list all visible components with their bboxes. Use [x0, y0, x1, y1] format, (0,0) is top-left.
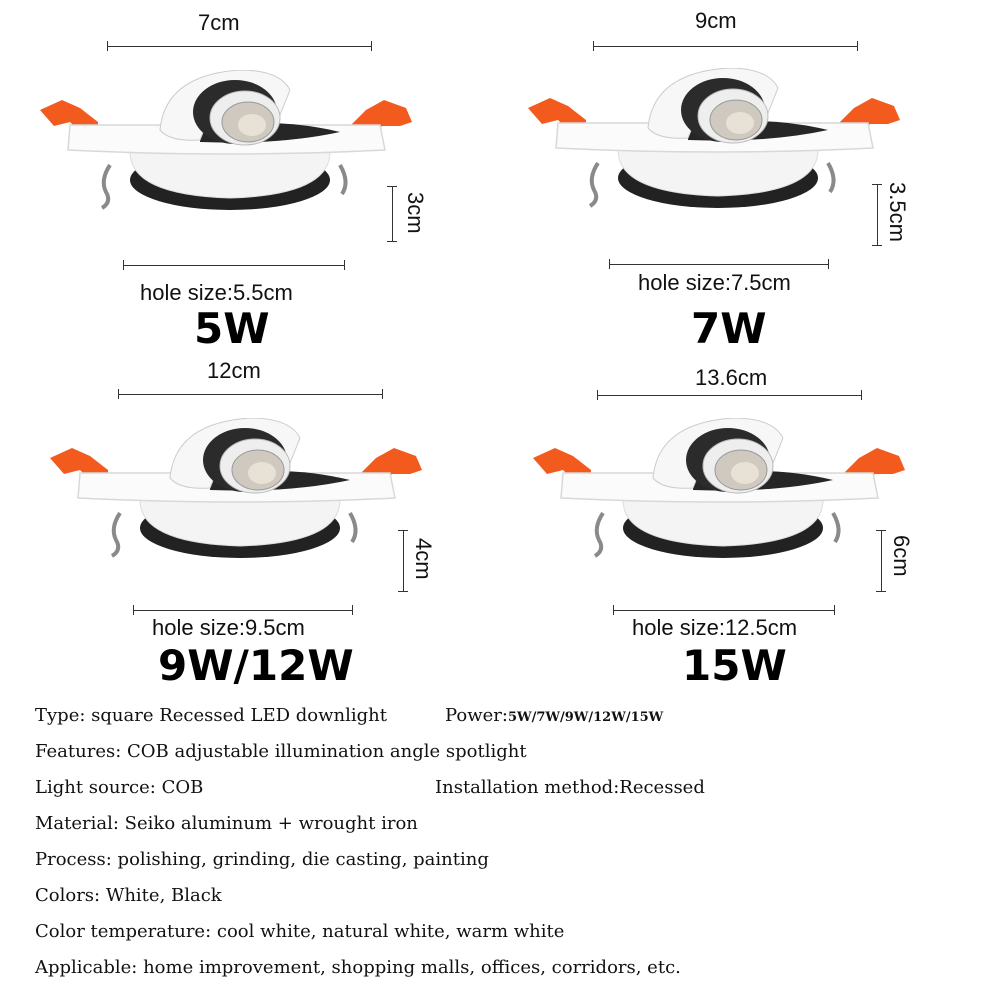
hole-dimension-line	[133, 610, 353, 611]
spec-installation: Installation method:Recessed	[435, 777, 705, 798]
spec-light-source: Light source: COB	[35, 777, 204, 798]
hole-size-label: hole size:9.5cm	[152, 615, 305, 640]
cob-chip	[731, 462, 759, 484]
height-dimension-line	[877, 184, 878, 246]
spring-right	[340, 165, 346, 194]
spec-power	[445, 705, 663, 726]
panel-5w	[0, 0, 500, 353]
spring-left	[112, 513, 120, 556]
spring-right	[833, 513, 839, 542]
spec-power-value: 5W/7W/9W/12W/15W	[507, 710, 664, 725]
spring-left	[595, 513, 603, 556]
height-label: 6cm	[889, 535, 914, 577]
spring-left	[102, 165, 110, 208]
spec-color-temperature: Color temperature: cool white, natural white, warm white	[35, 921, 565, 942]
spring-left	[590, 163, 598, 206]
hole-size-label: hole size:5.5cm	[140, 280, 293, 305]
height-dimension-line	[403, 530, 404, 592]
wattage-label: 15W	[682, 641, 787, 690]
product-image	[533, 418, 913, 582]
hole-dimension-line	[123, 265, 345, 266]
downlight-illustration	[528, 68, 908, 228]
spec-material: Material: Seiko aluminum + wrought iron	[35, 813, 418, 834]
width-label: 9cm	[695, 8, 737, 33]
width-dimension-line	[593, 46, 858, 47]
panel-15w	[500, 350, 1000, 695]
product-image	[50, 418, 430, 582]
spring-right	[350, 513, 356, 542]
height-label: 3cm	[403, 192, 428, 234]
cob-chip	[726, 112, 754, 134]
spec-applicable: Applicable: home improvement, shopping malls, offices, corridors, etc.	[35, 957, 681, 978]
hole-size-label: hole size:12.5cm	[632, 615, 798, 640]
wattage-label: 5W	[194, 304, 270, 353]
spec-type: Type: square Recessed LED downlight	[35, 705, 387, 726]
spec-colors: Colors: White, Black	[35, 885, 222, 906]
width-dimension-line	[107, 46, 372, 47]
width-label: 13.6cm	[695, 365, 768, 390]
width-dimension-line	[118, 394, 383, 395]
height-label: 4cm	[411, 538, 436, 580]
hole-dimension-line	[609, 264, 829, 265]
spec-process: Process: polishing, grinding, die casting, painting	[35, 849, 489, 870]
product-image	[528, 68, 908, 232]
product-image	[40, 70, 420, 234]
wattage-label: 7W	[691, 304, 767, 353]
panel-7w	[500, 0, 1000, 353]
height-dimension-line	[392, 186, 393, 242]
width-label: 7cm	[198, 10, 240, 35]
spring-right	[828, 163, 834, 192]
downlight-illustration	[50, 418, 430, 578]
panel-9w-12w	[0, 350, 500, 695]
width-label: 12cm	[207, 358, 261, 383]
cob-chip	[238, 114, 266, 136]
wattage-label: 9W/12W	[158, 641, 354, 690]
cob-chip	[248, 462, 276, 484]
hole-dimension-line	[613, 610, 835, 611]
downlight-illustration	[40, 70, 420, 230]
spec-features: Features: COB adjustable illumination angle spotlight	[35, 741, 527, 762]
height-label: 3.5cm	[885, 182, 910, 242]
spec-power-label: Power:	[445, 705, 508, 726]
height-dimension-line	[881, 530, 882, 592]
width-dimension-line	[597, 395, 862, 396]
downlight-illustration	[533, 418, 913, 578]
hole-size-label: hole size:7.5cm	[638, 270, 791, 295]
